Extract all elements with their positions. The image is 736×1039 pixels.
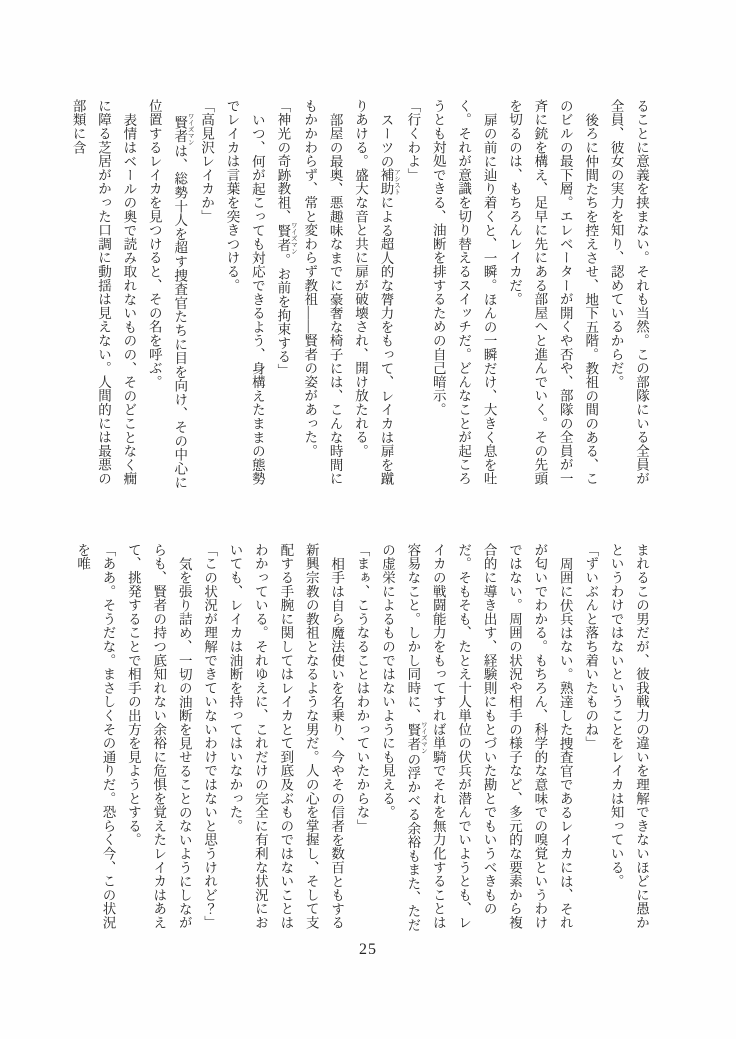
- paragraph: 「まぁ、こうなることはわかっていたからな」: [354, 543, 370, 833]
- paragraph: 「高見沢レイカか」: [199, 99, 215, 224]
- paragraph: ることに意義を挟まない。それも当然。この部隊にいる全員が全員、彼女の実力を知り、認めているからだ。: [608, 99, 649, 486]
- ruby-annotated-word: 補助 アシスト: [378, 167, 400, 196]
- ruby-annotated-word: 賢者 ワイズマン: [172, 112, 194, 145]
- paragraph: 「ああ。そうだな。まさしくその通りだ。恐らく今、この状況を唯: [75, 543, 116, 930]
- text-block-bottom: [75, 543, 654, 937]
- text-block-top: [70, 99, 654, 493]
- paragraph: 周囲に伏兵はない。熟達した捜査官であるレイカには、それが匂いでわかる。もちろん、科学的な意味での嗅覚というわけではない。周囲の状況や相手の様子など、多元的な要素から複合的に導き出す、経験則にもとづいた勘とでもいうべきものだ。そもそも、たとえ十人単位の伏兵が潜んでいようとも、レイカの戦闘能力をもってすれば単騎でそれを無力化することは容易なこと。しかし同時に、賢者 ワイズマンの浮かべる余裕もまた、ただの虚栄によるものではないようにも見える。: [379, 543, 573, 932]
- paragraph: 気を張り詰め、一切の油断を見せることのないようにしながらも、賢者の持つ底知れない余裕に危惧を覚えたレイカはあえて、挑発することで相手の出方を見ようとする。: [125, 543, 192, 930]
- paragraph: 部屋の最奥、悪趣味なまでに豪奢な椅子には、こんな時間にもかかわらず、常と変わらず教祖――賢者の姿があった。: [302, 99, 343, 486]
- ruby-annotated-word: 賢者 ワイズマン: [405, 721, 427, 754]
- paragraph: スーツの補助 アシストによる超人的な膂力をもって、レイカは扉を蹴りあける。盛大な音と共に扉が破壊され、開け放たれる。: [353, 99, 400, 486]
- paragraph: 「神光の奇跡教祖、賢者 ワイズマン。お前を拘束する」: [275, 99, 297, 378]
- paragraph: 扉の前に辿り着くと、一瞬。ほんの一瞬だけ、大きく息を吐く。それが意識を切り替えるスイッチだ。どんなことが起ころうとも対処できる、油断を排するための自己暗示。: [430, 99, 497, 486]
- paragraph: いつ、何が起こっても対応できるよう、身構えたままの態勢でレイカは言葉を突きつける。: [224, 99, 265, 486]
- ruby-annotated-word: 賢者 ワイズマン: [275, 221, 297, 255]
- page-number: 25: [359, 941, 377, 958]
- paragraph: 後ろに仲間たちを控えさせ、地下五階。教祖の間のある、このビルの最下層。エレベーターが開くや否や、部隊の全員が一斉に銃を構え、足早に先にある部屋へと進んでいく。その先頭を切るのは、もちろんレイカだ。: [506, 99, 599, 486]
- paragraph: 「この状況が理解できていないわけではないと思うけれど？」: [202, 543, 218, 930]
- paragraph: 賢者 ワイズマンは、総勢十人を超す捜査官たちに目を向け、その中心に位置するレイカを見つけると、その名を呼ぶ。: [146, 99, 194, 489]
- paragraph: 「行くわよ」: [405, 99, 421, 182]
- paragraph: まれるこの男だが、彼我戦力の違いを理解できないほどに愚かというわけではないということをレイカは知っている。: [608, 543, 649, 930]
- paragraph: 相手は自ら魔法使いを名乗り、今やその信者を数百ともする新興宗教の教祖となるような男だ。人の心を掌握し、そして支配する手腕に関してはレイカとて到底及ぶものではないことはわかっている。それゆえに、これだけの完全に有利な状況においても、レイカは油断を持ってはいなかった。: [227, 543, 345, 930]
- paragraph: 「ずいぶんと落ち着いたものね」: [583, 543, 599, 750]
- paragraph: 表情はベールの奥で読み取れないものの、そのどことなく癇に障る芝居がかった口調に動揺は見えない。人間的には最悪の部類に含: [70, 99, 137, 486]
